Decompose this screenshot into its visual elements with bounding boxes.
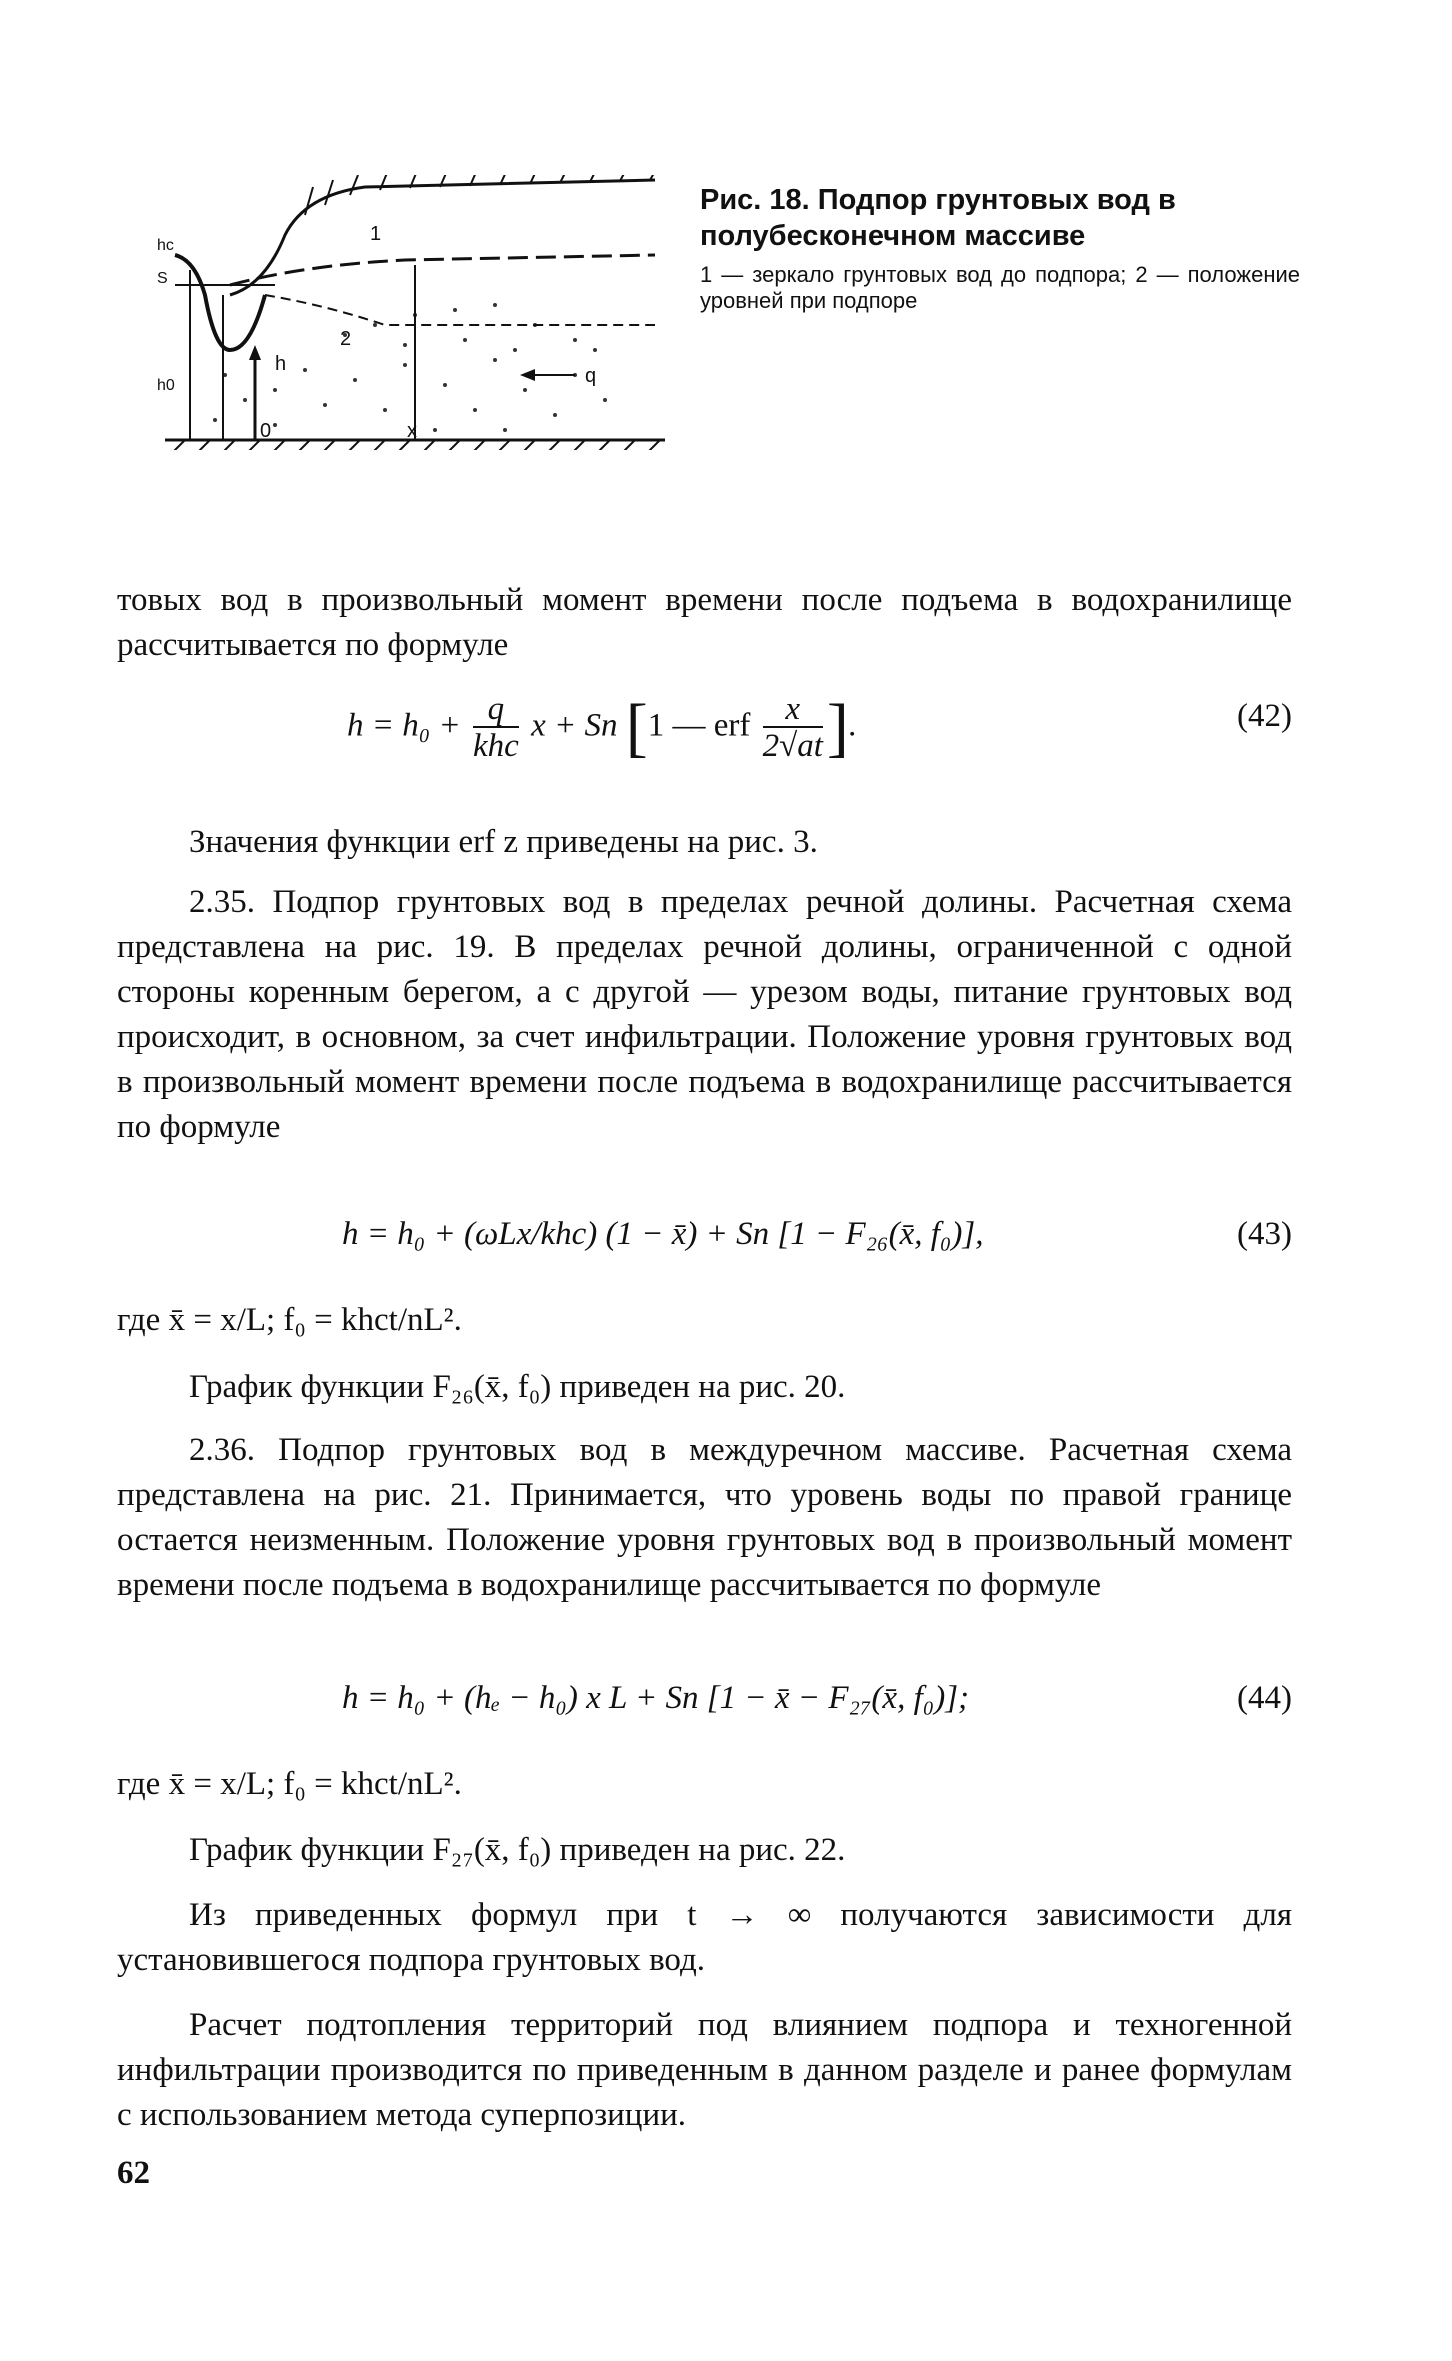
formula-44-number: (44) (1237, 1680, 1292, 1716)
fraction-numerator: x (763, 692, 823, 728)
paragraph-text: Из приведенных формул при t → ∞ получаются зависимости для установившегося подпора грунтовых вод. (117, 1897, 1292, 1978)
paragraph-text: График функции F₂₇(x̄, f₀) приведен на рис. 22. (189, 1832, 846, 1868)
paragraph-text: где x̄ = x/L; f₀ = khct/nL². (117, 1302, 462, 1338)
paragraph-text: 2.36. Подпор грунтовых вод в междуречном массиве. Расчетная схема представлена на рис. 21. Принимается, что уровень воды по правой границе остается неизменным. Положение уровня грунтовых вод в произвольный момент времени после подъема в водохранилище рассчитывается по формуле (117, 1432, 1292, 1603)
paragraph-erf (117, 820, 1292, 865)
figure-caption-legend: 1 — зеркало грунтовых вод до подпора; 2 — положение уровней при подпоре (700, 262, 1300, 313)
formula-43 (117, 1208, 1292, 1278)
formula-42-mid: x + Sп (531, 707, 618, 744)
paragraph-2-35 (117, 880, 1292, 1150)
formula-42-expression (347, 690, 857, 766)
right-bracket: ] (826, 691, 849, 764)
paragraph-text: 2.35. Подпор грунтовых вод в пределах речной долины. Расчетная схема представлена на рис. 19. В пределах речной долины, ограниченной с одной стороны коренным берегом, а с другой — урезом воды, питание грунтовых вод происходит, в основном, за счет инфильтрации. Положение уровня грунтовых вод в произвольный момент времени после подъема в водохранилище рассчитывается по формуле (117, 884, 1292, 1145)
formula-42 (117, 690, 1292, 764)
paragraph-2-36 (117, 1428, 1292, 1608)
paragraph-text: где x̄ = x/L; f₀ = khct/nL². (117, 1766, 462, 1802)
label-hc: hc (157, 237, 174, 254)
formula-42-end: . (848, 707, 858, 744)
paragraph-text: Расчет подтопления территорий под влиянием подпора и техногенной инфильтрации производится по приведенным в данном разделе и ранее формулам с использованием метода суперпозиции. (117, 2007, 1292, 2133)
formula-42-left: h = h₀ + (347, 707, 461, 744)
label-q: q (585, 365, 597, 387)
formula-44 (117, 1672, 1292, 1742)
paragraph-where-44 (117, 1762, 1292, 1807)
paragraph-superposition (117, 2003, 1292, 2138)
formula-43-expression: h = h₀ + (ωLx/khc) (1 − x̄) + Sп [1 − F₂₆(x̄, f₀)], (342, 1216, 984, 1252)
paragraph-f26 (117, 1365, 1292, 1410)
formula-42-number: (42) (1237, 698, 1292, 734)
paragraph-text: График функции F₂₆(x̄, f₀) приведен на рис. 20. (189, 1369, 846, 1405)
paragraph-f27 (117, 1828, 1292, 1873)
fraction-numerator: q (473, 692, 519, 728)
label-0: 0 (260, 420, 272, 442)
formula-42-inner: 1 — erf (647, 707, 751, 744)
label-2: 2 (340, 328, 352, 350)
label-h: h (275, 353, 287, 375)
page-number: 62 (117, 2155, 150, 2191)
label-s: S (157, 270, 168, 287)
paragraph-intro (117, 578, 1292, 668)
figure-18-caption (700, 182, 1300, 314)
formula-44-expression: h = h₀ + (hₑ − h₀) x L + Sп [1 − x̄ − F₂₇(x̄, f₀)]; (342, 1680, 970, 1716)
left-bracket: [ (625, 691, 648, 764)
paragraph-where-43 (117, 1298, 1292, 1343)
formula-42-fraction-2 (763, 692, 823, 764)
fraction-denominator: 2√at (762, 728, 823, 764)
formula-42-fraction-1 (473, 692, 519, 764)
paragraph-text: товых вод в произвольный момент времени после подъема в водохранилище рассчитывается по формуле (117, 582, 1292, 663)
label-h0: h0 (157, 377, 175, 394)
figure-caption-title: Рис. 18. Подпор грунтовых вод в полубесконечном массиве (700, 184, 1176, 252)
fraction-denominator: khc (473, 728, 519, 764)
label-x: x (407, 420, 417, 442)
label-1: 1 (370, 223, 382, 245)
paragraph-limit (117, 1893, 1292, 1983)
formula-43-number: (43) (1237, 1216, 1292, 1252)
figure-18-diagram (155, 175, 675, 450)
paragraph-text: Значения функции erf z приведены на рис. 3. (189, 824, 818, 860)
